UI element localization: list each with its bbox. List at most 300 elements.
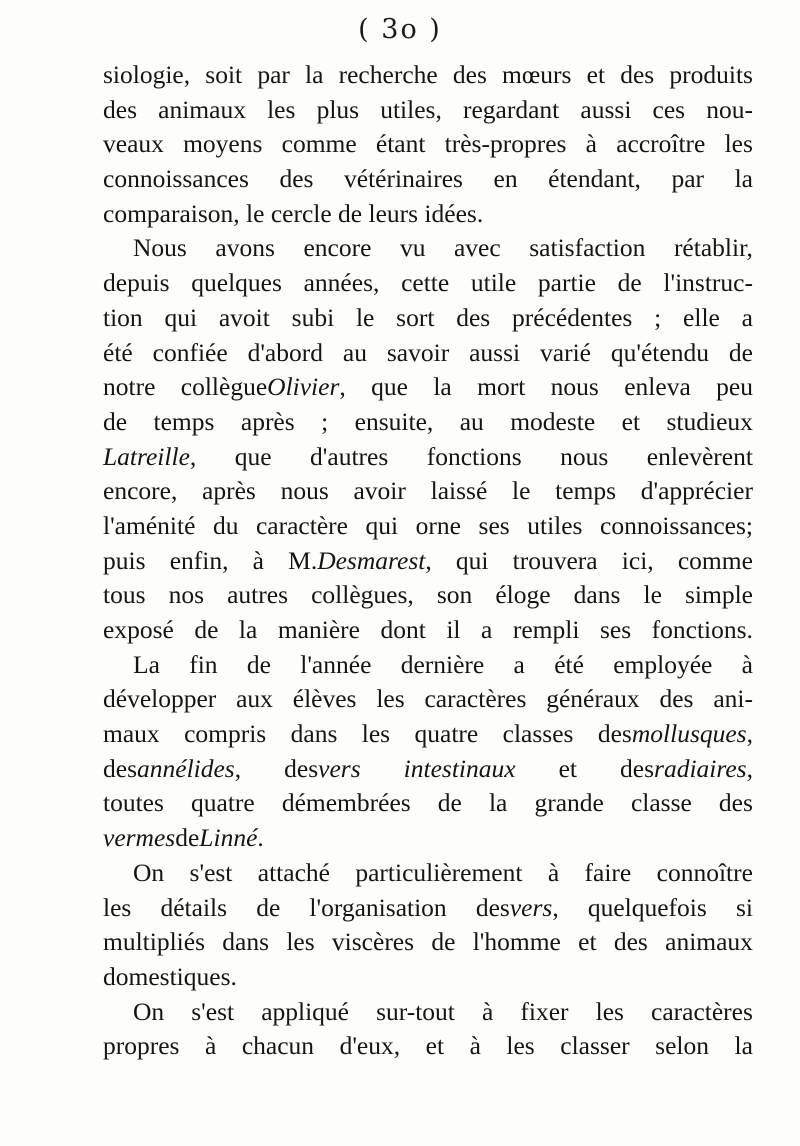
text-run: mort (477, 372, 526, 402)
text-run: avoir (353, 476, 406, 506)
text-run: utile (470, 268, 517, 298)
text-run: le (355, 302, 375, 332)
word (503, 717, 574, 752)
text-run: depuis (103, 268, 170, 298)
text-run: classer (560, 1031, 630, 1061)
text-run: d'autres (310, 441, 389, 471)
text-run: manière (277, 615, 360, 644)
text-run: temps (153, 406, 215, 436)
word (644, 578, 662, 613)
word (284, 752, 360, 787)
word (300, 648, 371, 683)
text-run: varié (540, 337, 591, 367)
text-run: caractère (255, 510, 348, 540)
text-run: l'année (300, 649, 372, 679)
text-run: maux (103, 719, 160, 749)
text-run: notre (103, 372, 156, 402)
word (471, 266, 516, 301)
word (202, 474, 256, 509)
text-run: précédentes (512, 302, 633, 332)
text-run: accroître (616, 129, 706, 159)
text-run: généraux (546, 684, 640, 714)
text-run: et (578, 927, 597, 957)
text-run: La (133, 649, 160, 679)
text-run: et (586, 60, 606, 89)
text-line (103, 370, 753, 405)
body-text (103, 58, 753, 1064)
text-run: la (238, 615, 258, 644)
word (103, 578, 146, 613)
text-line (103, 960, 753, 995)
text-run: On (133, 857, 165, 887)
text-run: démembrées (281, 788, 411, 818)
text-run: le (643, 580, 662, 610)
word (586, 127, 597, 162)
text-line (103, 336, 753, 371)
text-run: quelquefois (587, 892, 707, 922)
word (190, 856, 233, 891)
text-run: comme (281, 129, 357, 159)
text-run: développer (103, 684, 217, 714)
text-run: la (734, 164, 753, 194)
text-run: vu (399, 233, 426, 263)
text-line (103, 995, 753, 1030)
word (191, 266, 282, 301)
word (160, 891, 227, 926)
word (340, 1029, 401, 1064)
text-run: nou- (706, 94, 753, 124)
text-run: des (279, 164, 314, 194)
word (587, 58, 605, 93)
word (343, 336, 367, 371)
word (401, 648, 485, 683)
word (184, 717, 266, 752)
word (512, 301, 632, 336)
text-run: modeste (510, 406, 596, 436)
word (520, 995, 568, 1030)
word (706, 93, 753, 128)
word (344, 162, 463, 197)
word (376, 682, 404, 717)
word (479, 509, 510, 544)
word (103, 370, 155, 405)
word (506, 1029, 534, 1064)
text-run: appliqué (261, 996, 349, 1026)
word (261, 995, 349, 1030)
text-line (103, 1029, 753, 1064)
word (239, 613, 257, 648)
text-run: regardant (462, 94, 560, 124)
word (103, 127, 164, 162)
text-line (103, 578, 753, 613)
text-run: encore, (103, 476, 178, 506)
word (222, 925, 269, 960)
text-run: été (554, 649, 584, 679)
word (267, 93, 295, 128)
text-line (103, 925, 753, 960)
word (512, 474, 530, 509)
text-run: des (659, 684, 694, 714)
word (103, 266, 170, 301)
text-run: elle (683, 302, 720, 332)
word (513, 544, 598, 579)
text-run: trouvera (512, 545, 598, 575)
text-run: veaux (103, 129, 164, 159)
text-run: étant (375, 129, 426, 159)
word (353, 474, 405, 509)
word (355, 856, 522, 891)
text-run: orne (415, 510, 461, 540)
word (183, 127, 262, 162)
text-run: laissé (430, 476, 488, 506)
word (538, 266, 596, 301)
text-line (103, 648, 753, 683)
text-run: de (728, 337, 753, 367)
text-run: quatre (414, 719, 479, 749)
word (548, 162, 641, 197)
word (380, 613, 425, 648)
text-run: ses (599, 615, 632, 644)
word (529, 231, 645, 266)
word (303, 231, 371, 266)
text-run: faire (584, 857, 632, 887)
word (103, 474, 177, 509)
word (463, 93, 559, 128)
text-run: ici, (621, 545, 654, 575)
word (453, 58, 487, 93)
text-line (103, 162, 753, 197)
text-run: nous (560, 441, 609, 471)
text-run: s'est (189, 857, 233, 887)
text-run: les (595, 996, 624, 1026)
text-run: dernière (400, 649, 485, 679)
word (513, 613, 580, 648)
word (387, 336, 449, 371)
word (588, 891, 707, 926)
word (213, 509, 239, 544)
text-run: avec (453, 233, 501, 263)
text-run: que (234, 441, 272, 471)
text-run: qui (455, 545, 489, 575)
text-run: employée (613, 649, 713, 679)
text-run: et (558, 753, 577, 783)
word (215, 231, 275, 266)
text-run: quelques (191, 268, 282, 298)
text-run: avons (215, 233, 275, 263)
text-line (103, 682, 753, 717)
word (227, 578, 288, 613)
text-run: nos (168, 580, 205, 610)
word (489, 786, 507, 821)
word (191, 995, 234, 1030)
page-number: ( 3o ) (358, 14, 442, 45)
text-line (103, 613, 753, 648)
word (622, 544, 654, 579)
word (620, 752, 753, 787)
text-run: satisfaction (529, 233, 646, 263)
text-run: élèves (292, 684, 357, 714)
text-run: , (189, 441, 197, 471)
word (742, 648, 753, 683)
text-run: fin (189, 649, 218, 679)
text-run: mœurs (502, 60, 572, 89)
text-line (103, 405, 753, 440)
word (469, 336, 520, 371)
word (527, 509, 582, 544)
word (304, 266, 380, 301)
text-run: a (513, 649, 525, 679)
word (258, 856, 330, 891)
text-run: nous (550, 372, 599, 402)
text-run: des (613, 927, 648, 957)
text-run: des (620, 60, 655, 89)
text-run: peu (716, 372, 753, 402)
text-run: de (437, 788, 462, 818)
word (281, 474, 329, 509)
text-run: la (734, 1031, 753, 1061)
text-run: par (257, 60, 290, 89)
text-run: des (284, 753, 319, 783)
word (253, 544, 264, 579)
word (494, 162, 518, 197)
text-run: dans (573, 580, 621, 610)
word (310, 440, 388, 475)
text-run: connoissances (103, 164, 249, 194)
word (614, 925, 648, 960)
word (396, 301, 434, 336)
word (103, 58, 190, 93)
word (356, 301, 374, 336)
text-run: domestiques. (103, 961, 237, 991)
text-run: à (741, 649, 753, 679)
word (685, 578, 753, 613)
word (103, 717, 160, 752)
word (546, 682, 639, 717)
word (309, 891, 446, 926)
word (548, 856, 559, 891)
word (735, 1029, 753, 1064)
word (554, 648, 584, 683)
text-run: comparaison, le cercle de leurs idées. (103, 198, 484, 228)
text-run: la (305, 60, 324, 89)
text-run: ; (321, 406, 329, 436)
text-run: ; (654, 302, 662, 332)
text-run: du (212, 510, 239, 540)
word (311, 578, 414, 613)
text-run: recherche (338, 60, 438, 89)
word (666, 405, 752, 440)
word (133, 231, 187, 266)
word (431, 925, 455, 960)
text-run: savoir (386, 337, 450, 367)
text-run: M. (288, 545, 318, 575)
word (481, 613, 492, 648)
text-run: On (133, 996, 165, 1026)
text-run: puis (103, 545, 146, 575)
word (153, 336, 228, 371)
text-line (103, 474, 753, 509)
word (103, 509, 195, 544)
word (427, 440, 522, 475)
text-run: de (431, 927, 456, 957)
word (181, 370, 346, 405)
word (647, 440, 753, 475)
word (514, 648, 525, 683)
word (293, 682, 357, 717)
word (362, 717, 390, 752)
word (510, 405, 595, 440)
word (103, 891, 131, 926)
text-line (103, 127, 753, 162)
text-run: d'abord (247, 337, 323, 367)
word (674, 231, 753, 266)
text-run: ces (652, 94, 686, 124)
text-line (103, 93, 753, 128)
text-line (103, 717, 753, 752)
text-run: propres (103, 1031, 180, 1061)
text-run: , (339, 372, 346, 402)
text-run: années, (303, 268, 380, 298)
word (736, 891, 753, 926)
text-run: de (194, 615, 219, 644)
word (616, 127, 705, 162)
word (133, 648, 160, 683)
text-run: cette (401, 268, 450, 298)
word (205, 58, 242, 93)
word (611, 336, 709, 371)
text-run: les (376, 684, 405, 714)
word (169, 578, 204, 613)
word (578, 925, 596, 960)
word (431, 474, 488, 509)
word (282, 786, 411, 821)
text-run: de (175, 823, 200, 853)
text-run: dans (222, 927, 270, 957)
text-run: encore (303, 233, 372, 263)
word (663, 266, 753, 301)
text-run: animaux (665, 927, 753, 957)
word (241, 405, 295, 440)
text-run: rempli (512, 615, 580, 644)
text-run: les (361, 719, 391, 749)
word (317, 93, 360, 128)
italic-text: vers (318, 753, 361, 783)
text-run: étendant, (548, 164, 641, 194)
text-run: dont (380, 615, 426, 644)
text-run: collègues, (311, 580, 414, 610)
word (219, 301, 270, 336)
word (376, 127, 426, 162)
text-run: qu'étendu (610, 337, 709, 367)
word (655, 1029, 709, 1064)
text-run: utiles (527, 510, 583, 540)
word (560, 440, 608, 475)
word (678, 544, 753, 579)
word (622, 405, 640, 440)
word (103, 786, 164, 821)
word (460, 405, 484, 440)
text-run: aussi (469, 337, 521, 367)
text-run: connoissances; (600, 510, 753, 540)
text-run: chacun (241, 1031, 315, 1061)
word (495, 578, 550, 613)
word (366, 509, 399, 544)
text-run: attaché (257, 857, 330, 887)
text-run: plus (316, 94, 360, 124)
italic-text: Linné (199, 823, 258, 853)
text-line (103, 197, 753, 232)
word (164, 301, 197, 336)
word (103, 301, 143, 336)
text-run: et (621, 406, 641, 436)
word (278, 613, 360, 648)
text-run: simple (684, 580, 753, 610)
text-run: comme (677, 545, 753, 575)
text-run: très-propres (444, 129, 567, 159)
text-run: l'homme (472, 927, 561, 957)
text-run: l'instruc- (663, 268, 753, 298)
text-run: des (620, 753, 655, 783)
text-run: les (506, 1031, 535, 1061)
word (235, 440, 272, 475)
text-run: , (746, 753, 753, 783)
text-run: son (436, 580, 473, 610)
text-run: caractères (651, 996, 753, 1026)
text-run: des (103, 753, 137, 783)
word (729, 336, 753, 371)
word (669, 58, 753, 93)
word (580, 93, 631, 128)
text-run: des (718, 788, 753, 818)
text-run: , (746, 719, 753, 749)
word (476, 891, 559, 926)
text-run: fonctions (426, 441, 522, 471)
text-line (103, 752, 753, 787)
text-run: soit (205, 60, 243, 89)
word (713, 682, 753, 717)
word (473, 925, 561, 960)
word (598, 717, 753, 752)
text-run: selon (655, 1031, 709, 1061)
text-run: à (547, 857, 560, 887)
text-run: qui (365, 510, 399, 540)
text-run: dans (290, 719, 338, 749)
text-run: enleva (624, 372, 691, 402)
text-run: été (103, 337, 133, 367)
text-line (103, 509, 753, 544)
word (256, 891, 280, 926)
text-line (103, 544, 753, 579)
word (158, 93, 246, 128)
text-run: quatre (191, 788, 255, 818)
word (559, 752, 577, 787)
text-run: moyens (183, 129, 263, 159)
word (103, 336, 133, 371)
text-run: utiles, (380, 94, 442, 124)
text-run: qui (164, 302, 198, 332)
text-run: l'aménité (103, 510, 196, 540)
word (665, 925, 753, 960)
word (103, 544, 146, 579)
word (194, 613, 218, 648)
text-run: studieux (666, 406, 753, 436)
text-run: compris (184, 719, 267, 749)
text-run: connoître (656, 857, 753, 887)
text-run: sur-tout (376, 996, 455, 1026)
text-run: , (552, 892, 559, 922)
text-run: avoit (218, 302, 270, 332)
text-run: aussi (580, 94, 632, 124)
